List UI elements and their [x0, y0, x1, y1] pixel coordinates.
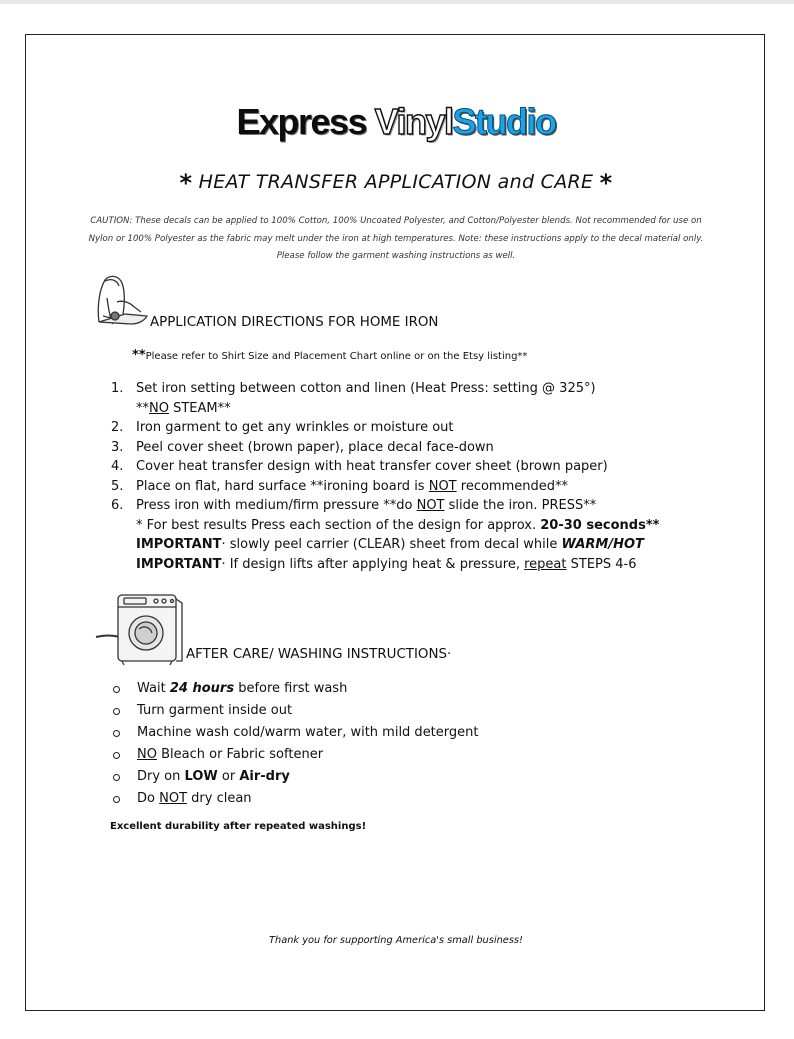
placement-chart-note: [132, 348, 527, 363]
tip-text: * For best results Press each section of the design for approx.: [136, 518, 541, 533]
important-label: IMPORTANT: [136, 557, 222, 572]
important-mark: ·: [221, 537, 226, 552]
no-steam-emphasis: NO: [149, 401, 169, 416]
item-text-pre: Do: [137, 791, 160, 806]
important-emphasis: WARM/HOT: [561, 537, 644, 552]
bullet-circle-icon: [113, 686, 120, 693]
step-5: [111, 477, 761, 497]
top-bar: [0, 0, 794, 4]
step-text: Cover heat transfer design with heat transfer cover sheet (brown paper): [136, 459, 608, 474]
item-text-pre: Dry on: [137, 769, 185, 784]
step-text-pre: Press iron with medium/firm pressure **do: [136, 498, 417, 513]
application-heading: APPLICATION DIRECTIONS FOR HOME IRON: [150, 315, 439, 330]
important-text: slowly peel carrier (CLEAR) sheet from decal while: [225, 537, 562, 552]
tip-line: [136, 516, 659, 536]
item-emphasis: NOT: [159, 791, 188, 806]
aftercare-item: [111, 722, 479, 744]
important-text: If design lifts after applying heat & pressure,: [225, 557, 525, 572]
item-emphasis: NO: [137, 747, 157, 762]
step-3: [111, 438, 761, 458]
brand-logo: [26, 101, 766, 143]
logo-word-studio: Studio: [452, 101, 556, 142]
item-text-post: before first wash: [234, 681, 348, 696]
item-text: Turn garment inside out: [137, 703, 293, 718]
item-emphasis: 24 hours: [169, 681, 235, 696]
iron-icon: [91, 272, 151, 330]
step-6: [111, 496, 761, 516]
step-number: 1.: [111, 381, 124, 396]
step-text-post: slide the iron. PRESS**: [444, 498, 597, 513]
bullet-circle-icon: [113, 752, 120, 759]
step-number: 2.: [111, 420, 124, 435]
caution-text: CAUTION: These decals can be applied to 100% Cotton, 100% Uncoated Polyester, and Cotton/Polyester blends. Not recommended for use on Nylon or 100% Polyester as the fabric may melt under the iron at high temperatures. Note: these instructions apply to the decal material only. Please follow the garment washing instructions as well.: [88, 216, 704, 261]
no-steam-post: STEAM**: [168, 401, 231, 416]
bullet-circle-icon: [113, 796, 120, 803]
step-text: Peel cover sheet (brown paper), place decal face-down: [136, 439, 494, 455]
step-number: 6.: [111, 498, 124, 513]
item-text: Machine wash cold/warm water, with mild detergent: [137, 725, 479, 740]
thank-you-note: Thank you for supporting America's small business!: [269, 935, 523, 946]
item-emphasis-2: Air-dry: [239, 769, 290, 784]
logo-word-express: Express: [236, 101, 367, 142]
important-mark: ·: [221, 557, 226, 572]
step-text: Set iron setting between cotton and linen (Heat Press: setting @ 325°): [136, 381, 596, 396]
note-stars: **: [132, 348, 146, 363]
no-steam-pre: **: [136, 401, 149, 416]
washing-machine-icon: [94, 591, 186, 667]
no-steam-line: [136, 399, 231, 419]
durability-note: Excellent durability after repeated washings!: [110, 821, 367, 832]
logo-word-vinyl: Vinyl: [374, 101, 453, 142]
important-text-post: STEPS 4-6: [566, 557, 637, 572]
important-emphasis: repeat: [524, 557, 567, 572]
note-text: Please refer to Shirt Size and Placement Chart online or on the Etsy listing**: [145, 351, 528, 362]
aftercare-item: [111, 678, 479, 700]
step-emphasis: NOT: [416, 498, 445, 513]
aftercare-list: [111, 678, 479, 810]
page-title: [26, 169, 766, 197]
step-4: [111, 457, 761, 477]
item-text-pre: Wait: [137, 681, 170, 696]
important-line-1: [136, 535, 644, 555]
step-text-post: recommended**: [456, 478, 568, 494]
aftercare-item: [111, 788, 479, 810]
bullet-circle-icon: [113, 708, 120, 715]
title-star-right: *: [599, 169, 613, 197]
aftercare-item: [111, 766, 479, 788]
item-emphasis: LOW: [184, 769, 218, 784]
step-number: 5.: [111, 478, 124, 494]
document-page: [25, 34, 765, 1011]
title-star-left: *: [179, 169, 193, 197]
aftercare-heading: AFTER CARE/ WASHING INSTRUCTIONS·: [186, 647, 452, 662]
item-text-post: Bleach or Fabric softener: [156, 747, 324, 762]
aftercare-item: [111, 744, 479, 766]
step-number: 3.: [111, 439, 124, 455]
bullet-circle-icon: [113, 774, 120, 781]
item-text-mid: or: [217, 769, 240, 784]
step-emphasis: NOT: [428, 478, 457, 494]
step-text-pre: Place on flat, hard surface **ironing board is: [136, 478, 429, 494]
title-text: HEAT TRANSFER APPLICATION and CARE: [198, 171, 594, 193]
item-text-post: dry clean: [187, 791, 252, 806]
important-line-2: [136, 555, 637, 575]
aftercare-item: [111, 700, 479, 722]
step-text: Iron garment to get any wrinkles or moisture out: [136, 420, 454, 435]
step-number: 4.: [111, 459, 124, 474]
bullet-circle-icon: [113, 730, 120, 737]
step-2: [111, 418, 761, 438]
tip-duration: 20-30 seconds**: [540, 518, 660, 533]
important-label: IMPORTANT: [136, 537, 222, 552]
